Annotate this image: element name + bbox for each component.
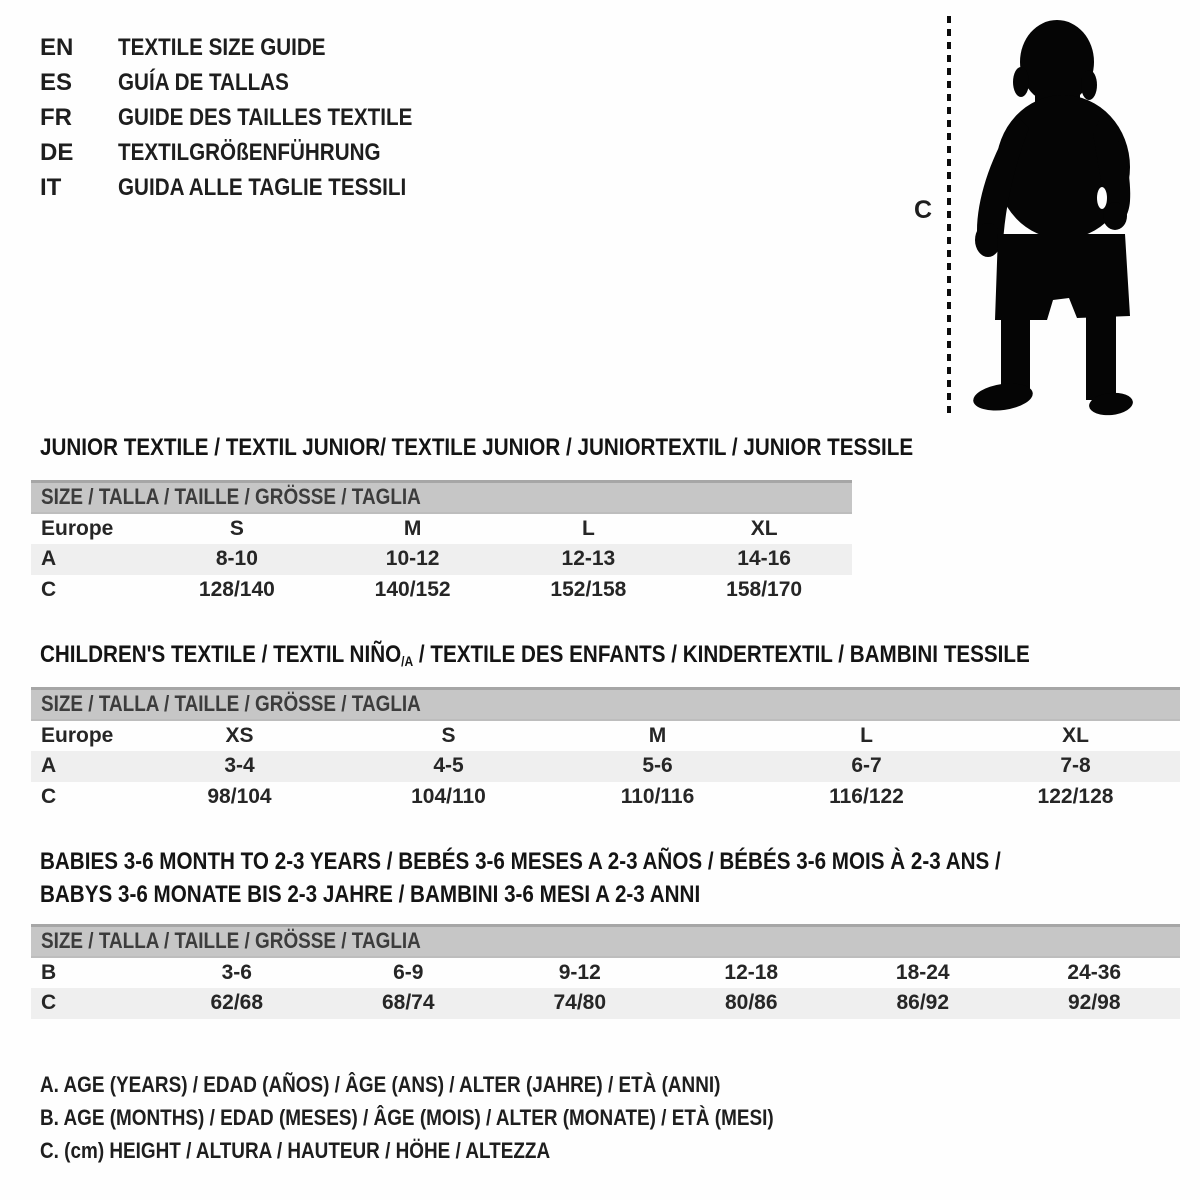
lang-code: IT [40,173,62,201]
nino-a-subscript: /A [401,653,414,669]
lang-code: ES [40,68,73,96]
size-cell: XS [225,723,254,747]
table-row [31,988,1180,1019]
size-cell: 62/68 [210,991,264,1014]
table-row [31,575,852,606]
lang-row-en [40,30,460,65]
row-label-cell: Europe [41,723,114,747]
size-cell: M [648,723,667,747]
size-cell: 158/170 [726,578,803,601]
children-section-title: CHILDREN'S TEXTILE / TEXTIL $NIÑO_{/A}$ / TEXTILE DES ENFANTS / KINDERTEXTIL / BAMBINI TESSILE [40,641,1030,669]
size-cell: 140/152 [374,578,451,601]
size-cell: L [860,723,873,747]
size-cell: M [403,516,422,540]
junior-section-title: JUNIOR TEXTILE / TEXTIL JUNIOR/ TEXTILE JUNIOR / JUNIORTEXTIL / JUNIOR TESSILE [40,434,914,461]
babies-size-table [31,924,1180,1019]
size-cell: 98/104 [207,785,272,808]
row-label-cell: C [41,578,57,601]
row-label-cell: C [41,785,57,808]
size-cell: 8-10 [215,547,258,570]
lang-row-fr [40,100,460,135]
height-figure [900,0,1190,430]
legend-line-c: C. (cm) HEIGHT / ALTURA / HAUTEUR / HÖHE / ALTEZZA [40,1138,551,1163]
babies-section-title-line2: BABYS 3-6 MONATE BIS 2-3 JAHRE / BAMBINI 3-6 MESI A 2-3 ANNI [40,881,701,908]
size-cell: 12-13 [561,547,616,570]
height-measure-line [947,16,951,415]
size-cell: 74/80 [553,991,607,1014]
lang-code: DE [40,138,74,166]
lang-label: GUÍA DE TALLAS [118,68,289,96]
lang-label: TEXTILGRÖßENFÜHRUNG [118,138,381,166]
size-cell: 116/122 [829,785,904,808]
size-cell: 86/92 [896,991,950,1014]
size-cell: 68/74 [381,991,435,1014]
row-label-cell: B [41,960,57,984]
lang-row-es [40,65,460,100]
size-cell: 5-6 [642,754,673,777]
legend-line-a: A. AGE (YEARS) / EDAD (AÑOS) / ÂGE (ANS) / ALTER (JAHRE) / ETÀ (ANNI) [40,1072,721,1097]
size-cell: L [581,516,595,540]
language-list [40,30,460,205]
table-row [31,544,852,575]
size-cell: XL [1062,723,1089,747]
table-row [31,720,1180,751]
size-cell: 110/116 [620,785,695,808]
lang-label: GUIDA ALLE TAGLIE TESSILI [118,173,407,201]
size-cell: 104/110 [411,785,486,808]
table-row [31,782,1180,813]
size-header-bar: SIZE / TALLA / TAILLE / GRÖSSE / TAGLIA [31,689,1180,720]
size-cell: 3-4 [224,754,255,777]
table-row [31,751,1180,782]
lang-label: TEXTILE SIZE GUIDE [118,33,326,61]
table-row [31,957,1180,988]
row-label-cell: A [41,754,57,777]
measure-legend [40,1072,893,1171]
size-cell: S [229,516,244,540]
size-cell: 24-36 [1067,960,1122,984]
row-label-cell: Europe [41,516,114,540]
size-header-bar: SIZE / TALLA / TAILLE / GRÖSSE / TAGLIA [31,926,1180,957]
lang-row-de [40,135,460,170]
size-cell: 3-6 [221,960,252,984]
size-cell: 7-8 [1060,754,1091,777]
size-cell: 14-16 [737,547,791,570]
children-size-table [31,687,1180,813]
toddler-silhouette-icon [965,16,1135,416]
junior-size-table [31,480,852,606]
legend-line-b: B. AGE (MONTHS) / EDAD (MESES) / ÂGE (MOIS) / ALTER (MONATE) / ETÀ (MESI) [40,1105,774,1130]
height-measure-label: C [914,196,933,224]
lang-label: GUIDE DES TAILLES TEXTILE [118,103,413,131]
size-cell: S [441,723,456,747]
size-cell: 6-7 [851,754,882,777]
row-label-cell: A [41,547,57,570]
size-cell: 128/140 [198,578,275,601]
row-label-cell: C [41,991,57,1014]
table-row [31,513,852,544]
lang-code: FR [40,103,72,131]
size-cell: 12-18 [724,960,779,984]
size-cell: 6-9 [393,960,424,984]
size-cell: XL [750,516,778,540]
babies-section-title-line1: BABIES 3-6 MONTH TO 2-3 YEARS / BEBÉS 3-6 MESES A 2-3 AÑOS / BÉBÉS 3-6 MOIS À 2-3 ANS / [40,848,1001,875]
size-cell: 152/158 [550,578,627,601]
size-cell: 10-12 [385,547,440,570]
lang-row-it [40,170,460,205]
size-cell: 122/128 [1037,785,1114,808]
size-cell: 80/86 [724,991,778,1014]
size-cell: 4-5 [433,754,464,777]
lang-code: EN [40,33,74,61]
size-cell: 18-24 [895,960,950,984]
size-cell: 9-12 [558,960,601,984]
size-header-bar: SIZE / TALLA / TAILLE / GRÖSSE / TAGLIA [31,482,852,513]
size-cell: 92/98 [1067,991,1121,1014]
